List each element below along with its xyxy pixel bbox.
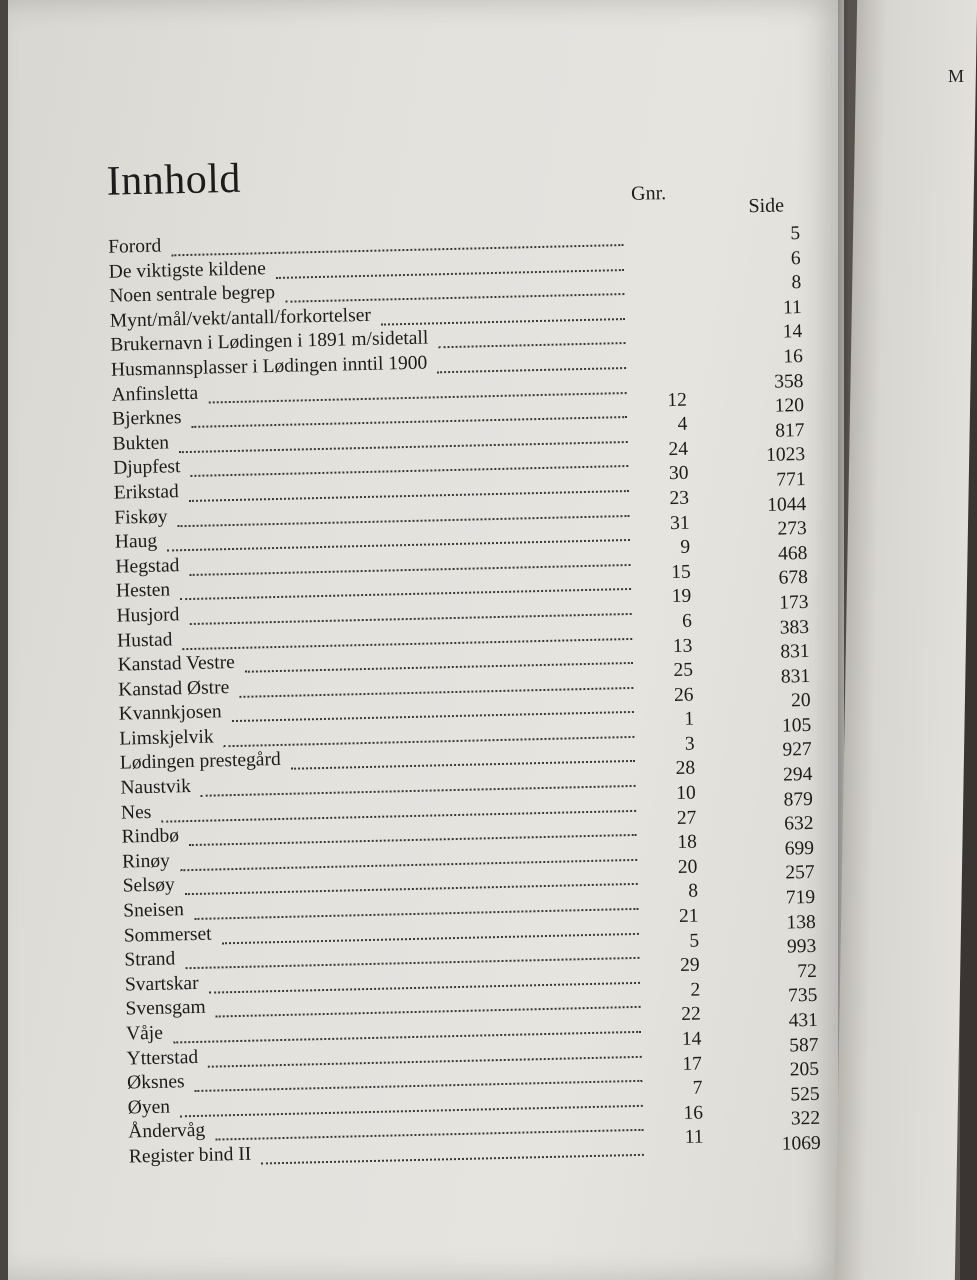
toc-entry-gnr: 20: [677, 856, 698, 878]
toc-entry-page: 120: [774, 395, 805, 417]
toc-entry-gnr: 13: [672, 635, 693, 657]
toc-entry-gnr: [644, 265, 684, 266]
toc-entry-page: 6: [790, 247, 801, 269]
toc-entry-gnr: 18: [677, 831, 698, 854]
toc-entry-name: Register bind II: [128, 1143, 252, 1168]
toc-entry-page: 678: [778, 567, 809, 589]
toc-entry-gnr: 10: [676, 782, 696, 805]
toc-entry-page: 1023: [765, 444, 806, 467]
toc-entry-gnr: [664, 1150, 704, 1151]
toc-entry-gnr: 21: [678, 905, 699, 927]
toc-entry-page: 831: [780, 641, 810, 663]
toc-entry-name: Rinøy: [121, 850, 171, 873]
toc-entry-name: Ytterstad: [126, 1046, 199, 1070]
toc-entry-page: 1069: [781, 1132, 821, 1155]
toc-entry-page: 719: [785, 886, 816, 909]
toc-entry-gnr: [643, 241, 683, 242]
toc-entry-page: 831: [780, 665, 811, 688]
toc-entry-name: Haug: [114, 530, 158, 553]
toc-entry-page: 699: [784, 837, 815, 860]
toc-entry-name: Nes: [120, 801, 152, 824]
toc-entry-gnr: 7: [692, 1077, 703, 1099]
toc-entry-name: Forord: [107, 235, 162, 258]
toc-entry-page: 273: [777, 518, 808, 540]
toc-entry-page: 20: [790, 690, 811, 712]
toc-entry-page: 5: [790, 223, 801, 245]
toc-entry-page: 468: [777, 542, 808, 565]
toc-entry-name: Kanstad Østre: [118, 676, 230, 701]
page-title: Innhold: [106, 155, 242, 205]
toc-entry-name: Åndervåg: [128, 1120, 206, 1143]
toc-entry-name: Hustad: [116, 628, 173, 652]
toc-entry-name: Våje: [125, 1022, 164, 1045]
toc-entry-page: 771: [776, 468, 806, 491]
toc-entry-name: Selsøy: [122, 874, 175, 898]
toc-entry-name: Bjerknes: [111, 407, 182, 430]
toc-entry-page: 383: [779, 616, 810, 639]
toc-entry-name: Sneisen: [123, 899, 185, 922]
toc-entry-page: 294: [782, 763, 813, 786]
toc-entry-name: Sommerset: [123, 923, 212, 947]
toc-entry-page: 632: [783, 813, 814, 835]
column-header-side: Side: [748, 194, 785, 218]
toc-entry-page: 927: [782, 739, 813, 762]
toc-entry-name: Erikstad: [113, 481, 179, 504]
toc-entry-gnr: 16: [683, 1102, 704, 1124]
toc-entry-page: 173: [778, 591, 809, 614]
toc-entry-page: 105: [781, 714, 812, 737]
toc-entry-gnr: 27: [676, 807, 697, 829]
toc-entry-gnr: [645, 314, 685, 315]
toc-entry-gnr: 14: [681, 1028, 702, 1050]
toc-entries: [98, 219, 849, 1170]
toc-entry-gnr: 26: [673, 684, 694, 706]
toc-entry-name: Noen sentrale begrep: [109, 282, 276, 307]
toc-entry-name: Lødingen prestegård: [119, 749, 281, 775]
toc-entry-gnr: 25: [673, 659, 694, 682]
toc-entry-name: Hesten: [115, 579, 171, 602]
toc-entry-name: Rindbø: [121, 825, 180, 848]
toc-entry-gnr: 11: [684, 1126, 704, 1149]
toc-entry-name: Anfinsletta: [111, 382, 199, 406]
toc-entry-gnr: [644, 290, 684, 291]
toc-entry-name: Kanstad Vestre: [117, 652, 236, 676]
toc-entry-page: 322: [790, 1108, 821, 1130]
dot-leader: [261, 1148, 644, 1165]
toc-entry-page: 257: [785, 862, 815, 884]
toc-entry-page: 358: [773, 370, 804, 393]
toc-entry-gnr: 30: [668, 462, 689, 485]
toc-entry-gnr: 2: [690, 979, 701, 1001]
toc-entry-name: Bukten: [112, 432, 170, 455]
toc-entry-gnr: 3: [684, 733, 695, 755]
toc-entry-gnr: 28: [675, 758, 696, 780]
right-page: [835, 0, 977, 1280]
toc-entry-name: Fiskøy: [114, 506, 168, 529]
toc-entry-page: 525: [790, 1083, 820, 1106]
toc-entry-page: 431: [788, 1009, 819, 1032]
toc-entry-page: 16: [783, 345, 804, 368]
toc-entry-name: Øyen: [127, 1096, 171, 1119]
toc-entry-page: 205: [789, 1059, 820, 1081]
toc-entry-name: Naustvik: [120, 776, 192, 799]
toc-entry-name: Djupfest: [112, 456, 181, 480]
toc-entry-page: 8: [791, 272, 802, 294]
toc-entry-name: Svartskar: [124, 972, 199, 996]
toc-entry-page: 587: [789, 1034, 819, 1057]
toc-entry-page: 817: [775, 419, 805, 442]
toc-entry-gnr: 4: [677, 413, 688, 436]
toc-entry-gnr: 15: [670, 561, 691, 583]
toc-entry-gnr: 6: [681, 610, 693, 632]
toc-entry-name: Svensgam: [125, 997, 206, 1020]
toc-entry-name: Hegstad: [115, 554, 180, 578]
toc-entry-gnr: [645, 339, 685, 340]
toc-entry-gnr: 1: [684, 708, 695, 731]
toc-entry-name: Husmannsplasser i Lødingen inntil 1900: [110, 352, 428, 381]
toc-entry-name: Limskjelvik: [119, 726, 214, 750]
table-of-contents: [96, 133, 850, 1219]
toc-entry-name: Husjord: [116, 604, 180, 627]
toc-entry-name: Kvannkjosen: [118, 701, 222, 725]
toc-entry-gnr: 8: [687, 880, 699, 903]
toc-entry-page: 993: [786, 936, 817, 958]
toc-entry-page: 1044: [766, 493, 807, 516]
toc-entry-name: Øksnes: [126, 1071, 185, 1094]
toc-entry-page: 72: [797, 960, 818, 983]
toc-entry-name: Strand: [124, 948, 176, 971]
toc-entry-gnr: 23: [669, 487, 690, 510]
right-page-letter: M: [948, 66, 965, 86]
column-header-gnr: Gnr.: [630, 182, 667, 205]
toc-entry-gnr: 24: [668, 438, 689, 460]
toc-entry-gnr: 9: [680, 536, 691, 558]
toc-entry-gnr: 17: [682, 1053, 703, 1075]
toc-entry-gnr: 12: [667, 389, 688, 411]
toc-entry-gnr: 22: [681, 1003, 702, 1026]
toc-entry-name: Mynt/mål/vekt/antall/forkortelser: [109, 304, 372, 332]
toc-entry-page: 735: [787, 985, 818, 1007]
toc-entry-name: De viktigste kildene: [108, 257, 267, 283]
toc-entry-page: 879: [783, 788, 814, 811]
toc-entry-page: 14: [782, 321, 803, 343]
toc-entry-gnr: 31: [669, 512, 690, 534]
toc-entry-page: 138: [786, 911, 816, 934]
toc-entry-gnr: 5: [689, 930, 700, 952]
toc-entry-page: 11: [782, 296, 802, 319]
toc-entry-gnr: 29: [679, 954, 700, 977]
toc-entry-name: Brukernavn i Lødingen i 1891 m/sidetall: [110, 327, 429, 357]
toc-entry-gnr: 19: [671, 585, 692, 608]
toc-entry-gnr: [646, 364, 686, 365]
